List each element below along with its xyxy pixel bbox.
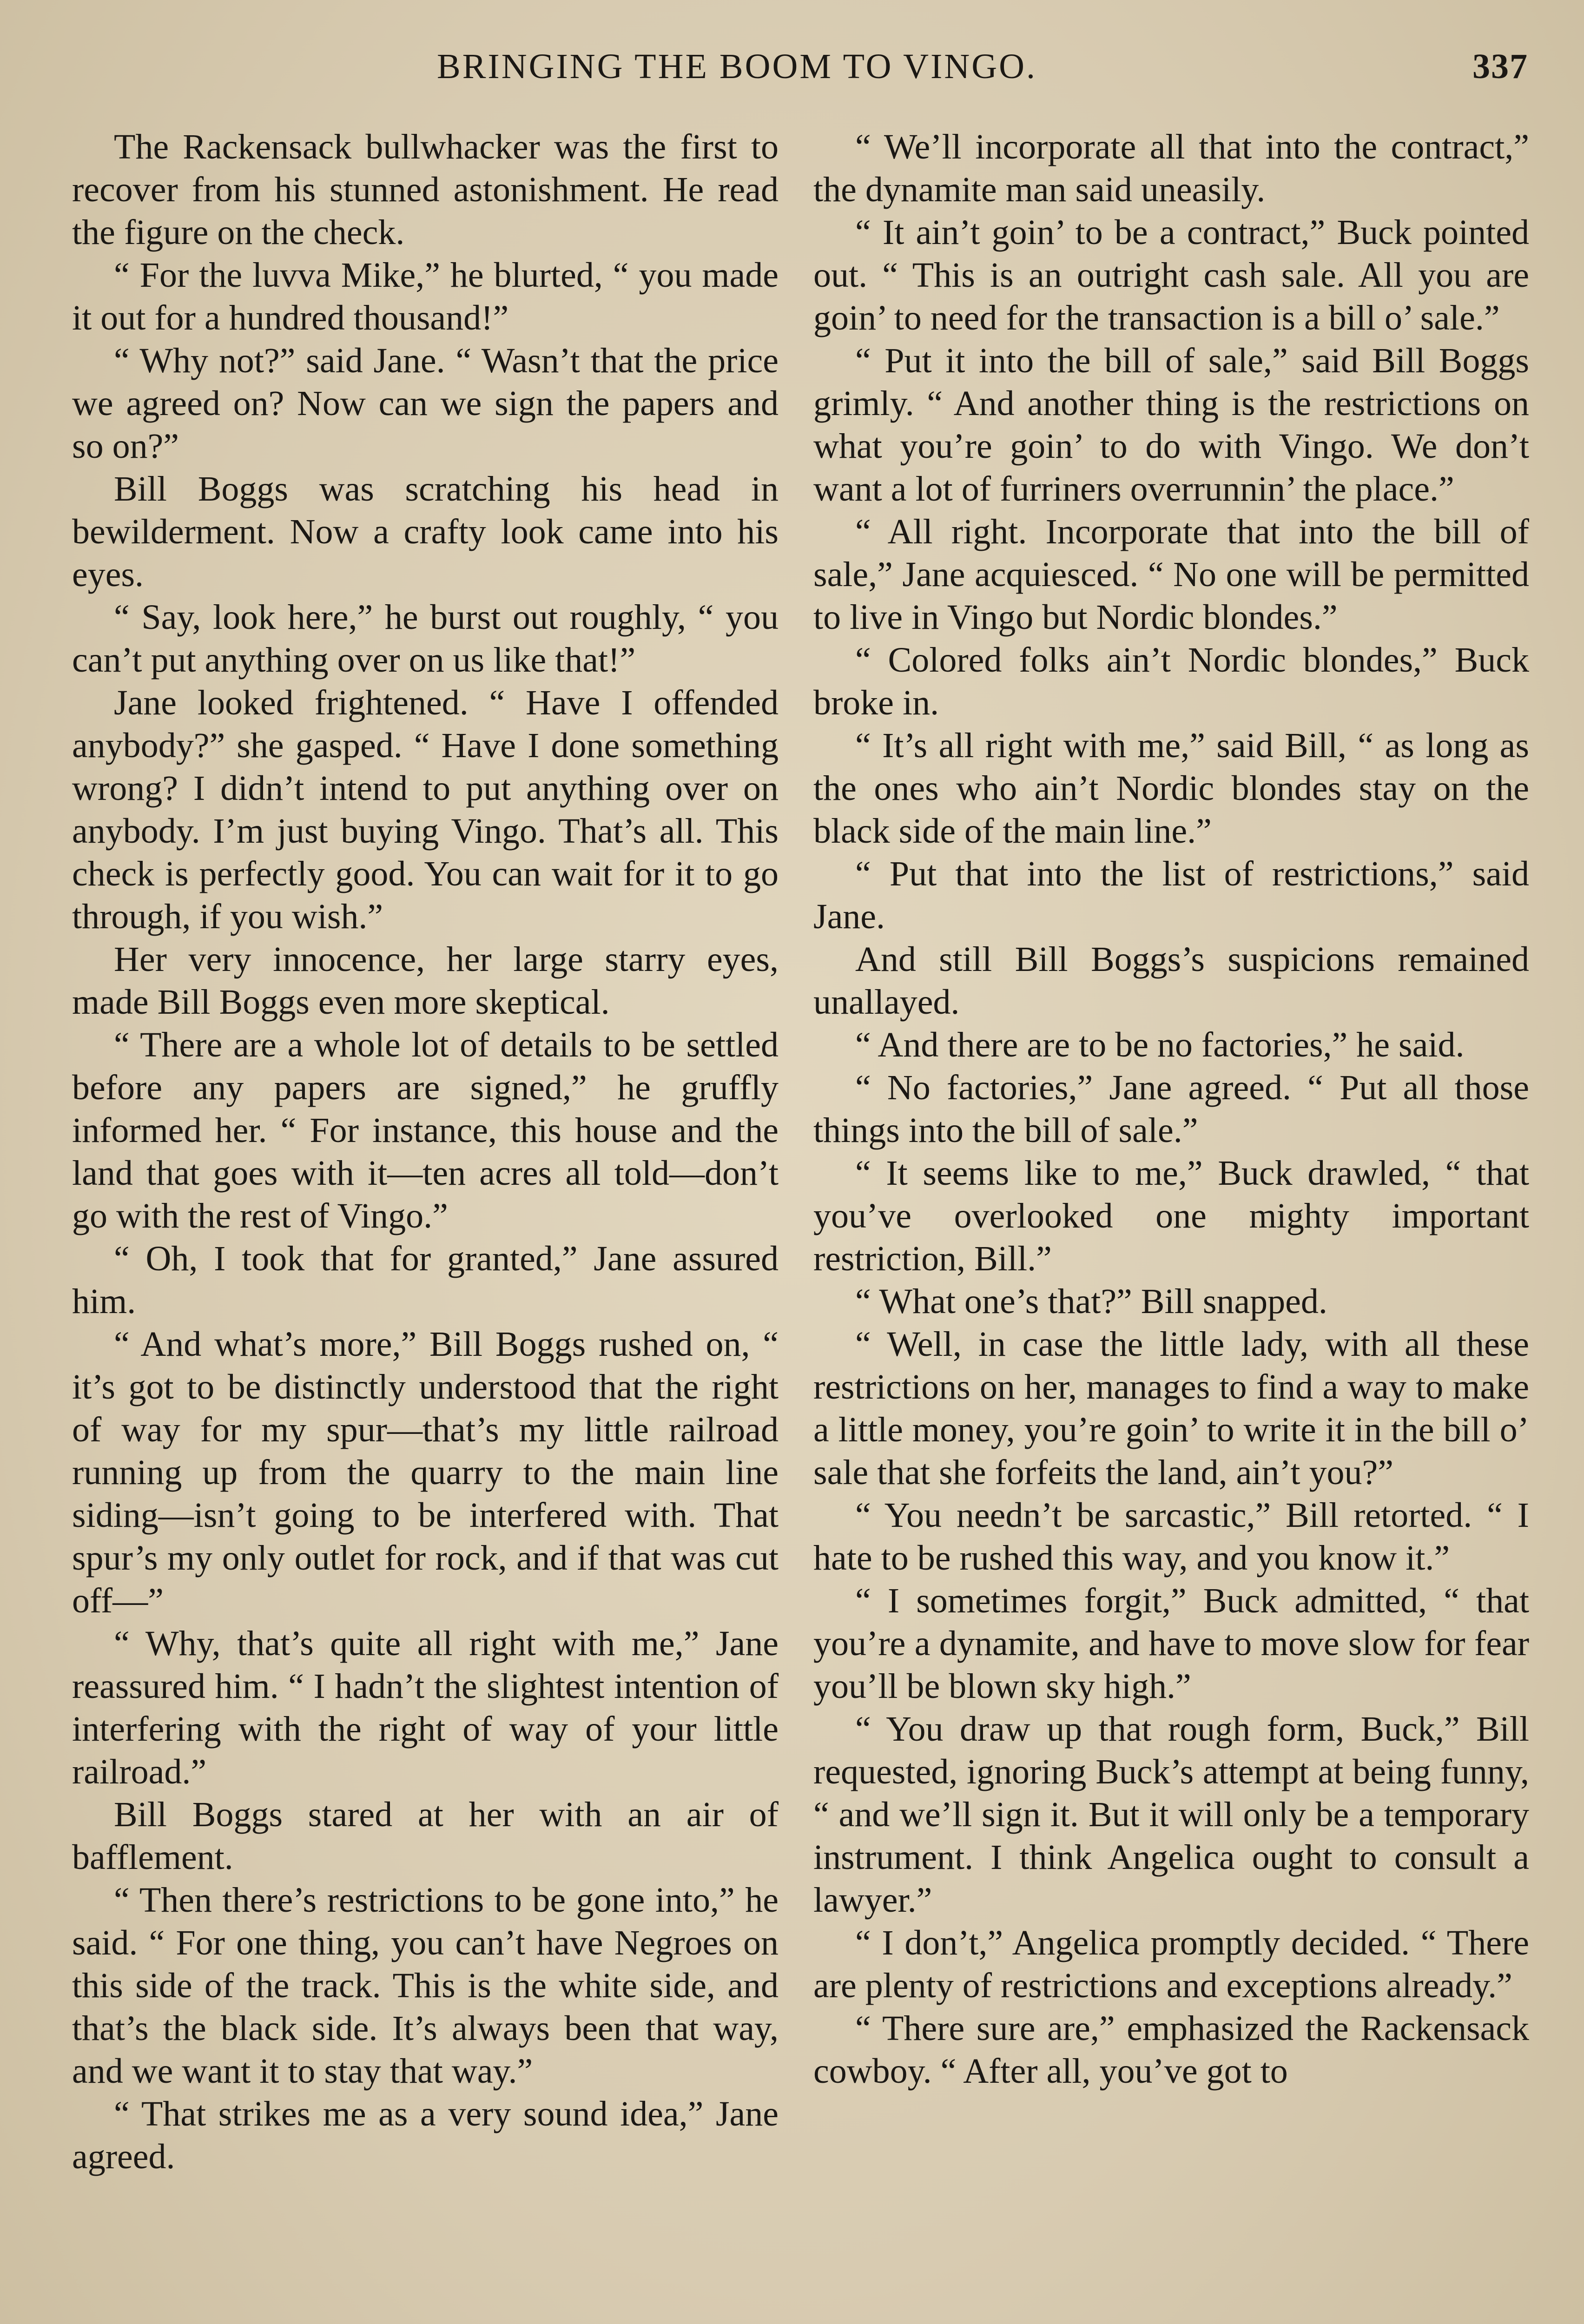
paragraph: “ I sometimes forgit,” Buck admitted, “ that you’re a dynamite, and have to move slow for fear you’ll be blown sky high.”	[813, 1581, 1529, 1706]
paragraph: “ It seems like to me,” Buck drawled, “ that you’ve overlooked one mighty important restriction, Bill.”	[813, 1154, 1529, 1278]
paragraph: “ And what’s more,” Bill Boggs rushed on, “ it’s got to be distinctly understood that the right of way for my spur—that’s my little railroad running up from the quarry to the main line siding—isn’t going to be interfered with. That spur’s my only outlet for rock, and if that was cut off—”	[72, 1325, 779, 1620]
paragraph: Jane looked frightened. “ Have I offended anybody?” she gasped. “ Have I done something wrong? I didn’t intend to put anything over on anybody. I’m just buying Vingo. That’s all. This check is perfectly good. You can wait for it to go through, if you wish.”	[72, 683, 779, 936]
paragraph: “ No factories,” Jane agreed. “ Put all those things into the bill of sale.”	[813, 1068, 1529, 1150]
page-number: 337	[1472, 47, 1528, 86]
paragraph: “ All right. Incorporate that into the bill of sale,” Jane acquiesced. “ No one will be permitted to live in Vingo but Nordic blondes.”	[813, 512, 1529, 637]
paragraph: And still Bill Boggs’s suspicions remained unallayed.	[813, 940, 1529, 1022]
paragraph: “ Why not?” said Jane. “ Wasn’t that the price we agreed on? Now can we sign the papers and so on?”	[72, 341, 779, 466]
paragraph: “ It ain’t goin’ to be a contract,” Buck pointed out. “ This is an outright cash sale. All you are goin’ to need for the transaction is a bill o’ sale.”	[813, 213, 1529, 337]
paragraph: “ Then there’s restrictions to be gone into,” he said. “ For one thing, you can’t have Negroes on this side of the track. This is the white side, and that’s the black side. It’s always been that way, and we want it to stay that way.”	[72, 1881, 779, 2091]
paragraph: “ It’s all right with me,” said Bill, “ as long as the ones who ain’t Nordic blondes stay on the black side of the main line.”	[813, 726, 1529, 851]
paragraph: “ And there are to be no factories,” he said.	[855, 1025, 1465, 1064]
paragraph: The Rackensack bullwhacker was the first to recover from his stunned astonishment. He read the figure on the check.	[72, 127, 779, 252]
paragraph: “ You draw up that rough form, Buck,” Bill requested, ignoring Buck’s attempt at being funny, “ and we’ll sign it. But it will only be a temporary instrument. I think Angelica ought to consult a lawyer.”	[813, 1710, 1529, 1920]
paragraph: “ There sure are,” emphasized the Rackensack cowboy. “ After all, you’ve got to	[813, 2009, 1529, 2091]
paragraph: “ We’ll incorporate all that into the contract,” the dynamite man said uneasily.	[813, 127, 1529, 209]
paragraph: “ That strikes me as a very sound idea,” Jane agreed.	[72, 2094, 779, 2176]
paragraph: “ Why, that’s quite all right with me,” Jane reassured him. “ I hadn’t the slightest intention of interfering with the right of way of your little railroad.”	[72, 1624, 779, 1791]
left-text-column	[72, 125, 779, 2178]
paragraph: “ For the luvva Mike,” he blurted, “ you made it out for a hundred thousand!”	[72, 256, 779, 337]
paragraph: Bill Boggs stared at her with an air of bafflement.	[72, 1795, 779, 1877]
paragraph: Her very innocence, her large starry eyes, made Bill Boggs even more skeptical.	[72, 940, 779, 1022]
paragraph: “ I don’t,” Angelica promptly decided. “ There are plenty of restrictions and exceptions already.”	[813, 1923, 1529, 2005]
paragraph: “ Put it into the bill of sale,” said Bill Boggs grimly. “ And another thing is the restrictions on what you’re goin’ to do with Vingo. We don’t want a lot of furriners overrunnin’ the place.”	[813, 341, 1529, 508]
paragraph: “ Put that into the list of restrictions,” said Jane.	[813, 854, 1529, 936]
paragraph: “ Oh, I took that for granted,” Jane assured him.	[72, 1239, 779, 1321]
right-text-column	[813, 125, 1529, 2093]
paragraph: “ What one’s that?” Bill snapped.	[855, 1282, 1327, 1321]
paragraph: “ Colored folks ain’t Nordic blondes,” Buck broke in.	[813, 640, 1529, 722]
paragraph: “ Well, in case the little lady, with all these restrictions on her, manages to find a way to make a little money, you’re goin’ to write it in the bill o’ sale that she forfeits the land, ain’t you?”	[813, 1325, 1529, 1492]
paragraph: “ Say, look here,” he burst out roughly, “ you can’t put anything over on us like that!”	[72, 598, 779, 680]
paragraph: “ There are a whole lot of details to be settled before any papers are signed,” he gruffly informed her. “ For instance, this house and the land that goes with it—ten acres all told—don’t go with the rest of Vingo.”	[72, 1025, 779, 1235]
running-title: BRINGING THE BOOM TO VINGO.	[437, 47, 1037, 86]
paragraph: “ You needn’t be sarcastic,” Bill retorted. “ I hate to be rushed this way, and you know it.”	[813, 1496, 1529, 1578]
paragraph: Bill Boggs was scratching his head in bewilderment. Now a crafty look came into his eyes.	[72, 469, 779, 594]
